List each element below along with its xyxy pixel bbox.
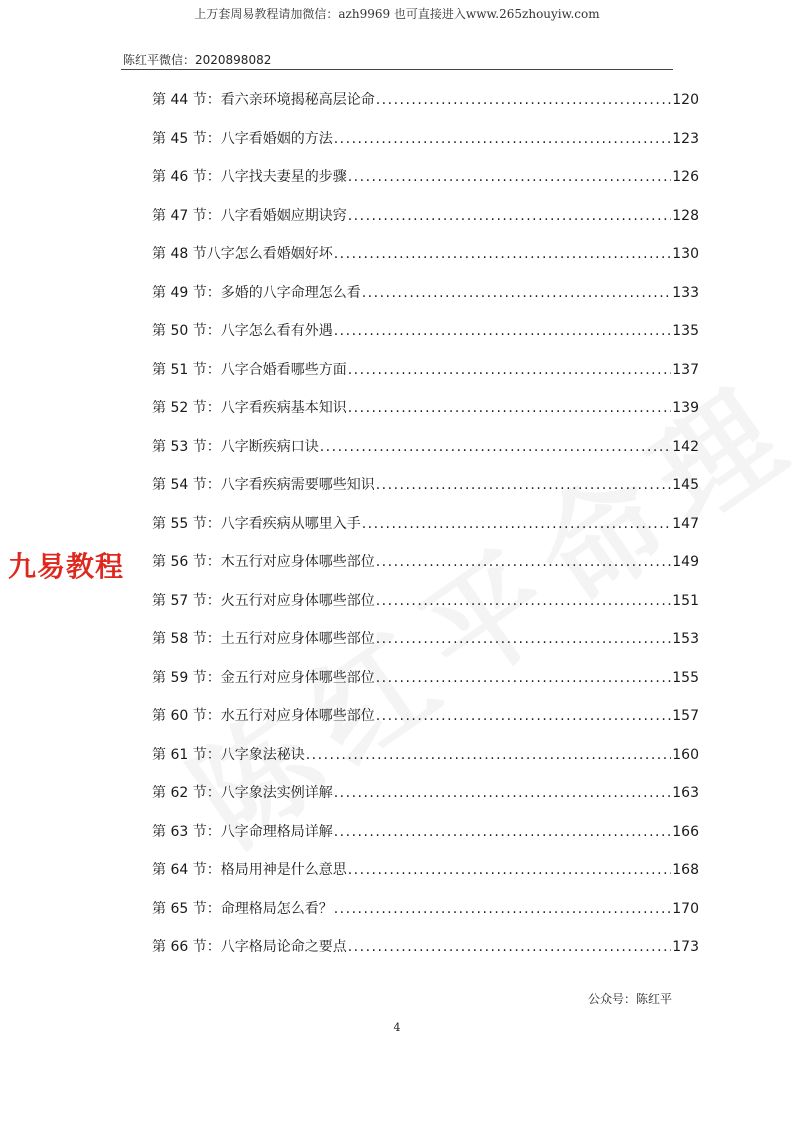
toc-dot-leader: [348, 208, 672, 224]
header-text: 陈红平微信：2020898082: [123, 53, 272, 67]
toc-entry-label: 第 53 节：八字断疾病口诀: [152, 438, 319, 455]
toc-entry-page: 155: [672, 669, 699, 686]
toc-dot-leader: [376, 670, 672, 686]
toc-entry-56[interactable]: [152, 551, 699, 590]
toc-entry-label: 第 63 节：八字命理格局详解: [152, 823, 333, 840]
header-divider: [121, 69, 673, 70]
toc-entry-48[interactable]: [152, 243, 699, 282]
toc-dot-leader: [334, 785, 672, 801]
toc-entry-53[interactable]: [152, 436, 699, 475]
toc-entry-page: 123: [672, 130, 699, 147]
toc-entry-46[interactable]: [152, 166, 699, 205]
toc-entry-66[interactable]: [152, 936, 699, 975]
toc-entry-59[interactable]: [152, 667, 699, 706]
toc-dot-leader: [348, 362, 672, 378]
toc-dot-leader: [376, 708, 672, 724]
toc-entry-page: 135: [672, 323, 699, 339]
toc-entry-label: 第 56 节：木五行对应身体哪些部位: [152, 554, 375, 570]
toc-entry-60[interactable]: [152, 705, 699, 744]
toc-dot-leader: [376, 631, 672, 647]
toc-entry-page: 168: [672, 862, 699, 878]
footer-account: 公众号：陈红平: [588, 992, 673, 1006]
table-of-contents: [152, 89, 699, 975]
toc-entry-page: 142: [672, 438, 699, 455]
toc-dot-leader: [362, 285, 672, 301]
toc-entry-label: 第 44 节：看六亲环境揭秘高层论命: [152, 92, 375, 108]
toc-entry-label: 第 48 节八字怎么看婚姻好坏: [152, 246, 333, 262]
toc-entry-50[interactable]: [152, 320, 699, 359]
toc-entry-label: 第 52 节：八字看疾病基本知识: [152, 400, 347, 416]
toc-dot-leader: [348, 939, 672, 955]
toc-dot-leader: [376, 477, 672, 493]
toc-entry-65[interactable]: [152, 898, 699, 937]
toc-entry-label: 第 64 节：格局用神是什么意思: [152, 862, 347, 878]
toc-entry-page: 145: [672, 477, 699, 493]
toc-entry-label: 第 66 节：八字格局论命之要点: [152, 939, 347, 955]
toc-entry-page: 133: [672, 284, 699, 301]
toc-entry-label: 第 61 节：八字象法秘诀: [152, 746, 305, 763]
toc-entry-label: 第 49 节：多婚的八字命理怎么看: [152, 284, 361, 301]
toc-dot-leader: [376, 593, 672, 609]
toc-entry-page: 170: [672, 900, 699, 917]
toc-entry-page: 160: [672, 746, 699, 763]
toc-entry-label: 第 51 节：八字合婚看哪些方面: [152, 361, 347, 378]
toc-entry-page: 137: [672, 361, 699, 378]
toc-dot-leader: [334, 901, 672, 917]
toc-dot-leader: [334, 131, 672, 147]
toc-entry-52[interactable]: [152, 397, 699, 436]
toc-entry-label: 第 57 节：火五行对应身体哪些部位: [152, 592, 375, 609]
toc-entry-55[interactable]: [152, 513, 699, 552]
top-banner: 上万套周易教程请加微信：azh9969 也可直接进入www.265zhouyiw.com: [194, 7, 600, 21]
toc-entry-62[interactable]: [152, 782, 699, 821]
toc-entry-page: 128: [672, 207, 699, 224]
toc-dot-leader: [334, 246, 672, 262]
toc-dot-leader: [376, 92, 672, 108]
toc-entry-page: 149: [672, 554, 699, 570]
toc-dot-leader: [348, 862, 672, 878]
toc-entry-page: 151: [672, 592, 699, 609]
toc-entry-label: 第 54 节：八字看疾病需要哪些知识: [152, 477, 375, 493]
toc-entry-page: 166: [672, 823, 699, 840]
toc-entry-label: 第 62 节：八字象法实例详解: [152, 785, 333, 801]
toc-entry-63[interactable]: [152, 821, 699, 860]
toc-entry-page: 157: [672, 708, 699, 724]
toc-entry-label: 第 45 节：八字看婚姻的方法: [152, 130, 333, 147]
page-number: 4: [393, 1021, 401, 1034]
stamp-logo: 九易教程: [8, 550, 125, 583]
toc-dot-leader: [348, 400, 672, 416]
toc-dot-leader: [334, 824, 672, 840]
toc-entry-label: 第 58 节：土五行对应身体哪些部位: [152, 631, 375, 647]
toc-entry-page: 139: [672, 400, 699, 416]
toc-entry-page: 120: [672, 92, 699, 108]
toc-dot-leader: [320, 439, 672, 455]
toc-dot-leader: [376, 554, 672, 570]
toc-entry-54[interactable]: [152, 474, 699, 513]
toc-entry-label: 第 46 节：八字找夫妻星的步骤: [152, 169, 347, 185]
toc-entry-57[interactable]: [152, 590, 699, 629]
toc-entry-page: 173: [672, 939, 699, 955]
toc-entry-61[interactable]: [152, 744, 699, 783]
toc-entry-page: 163: [672, 785, 699, 801]
toc-entry-47[interactable]: [152, 205, 699, 244]
toc-entry-label: 第 50 节：八字怎么看有外遇: [152, 323, 333, 339]
toc-entry-label: 第 59 节：金五行对应身体哪些部位: [152, 669, 375, 686]
toc-entry-page: 147: [672, 515, 699, 532]
toc-entry-page: 126: [672, 169, 699, 185]
toc-dot-leader: [348, 169, 672, 185]
toc-entry-58[interactable]: [152, 628, 699, 667]
toc-entry-label: 第 65 节：命理格局怎么看？: [152, 900, 333, 917]
toc-entry-64[interactable]: [152, 859, 699, 898]
toc-entry-51[interactable]: [152, 359, 699, 398]
toc-dot-leader: [306, 747, 672, 763]
toc-dot-leader: [362, 516, 672, 532]
toc-entry-49[interactable]: [152, 282, 699, 321]
toc-entry-label: 第 60 节：水五行对应身体哪些部位: [152, 708, 375, 724]
toc-entry-44[interactable]: [152, 89, 699, 128]
toc-entry-page: 130: [672, 246, 699, 262]
toc-entry-45[interactable]: [152, 128, 699, 167]
toc-entry-page: 153: [672, 631, 699, 647]
toc-entry-label: 第 55 节：八字看疾病从哪里入手: [152, 515, 361, 532]
toc-entry-label: 第 47 节：八字看婚姻应期诀窍: [152, 207, 347, 224]
toc-dot-leader: [334, 323, 672, 339]
